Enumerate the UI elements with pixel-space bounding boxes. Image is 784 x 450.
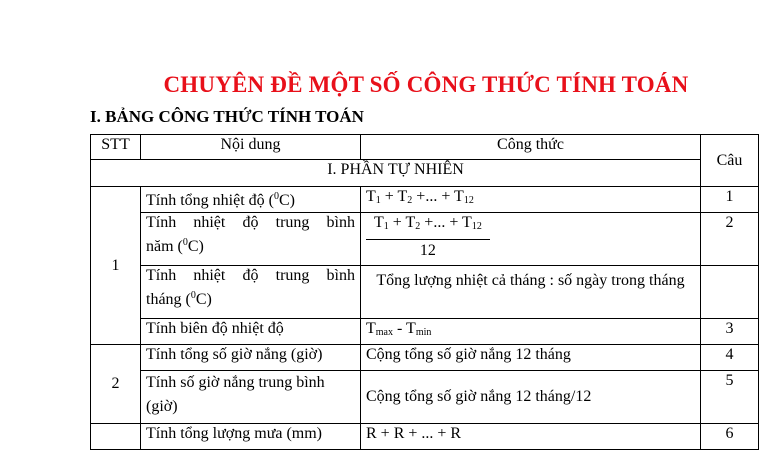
cau-cell (701, 266, 759, 319)
table-header-row (91, 135, 759, 160)
cau-cell: 4 (701, 345, 759, 371)
header-cong-thuc: Công thức (361, 135, 701, 160)
part-heading: I. PHẦN TỰ NHIÊN (91, 160, 701, 187)
formula-cell: Cộng tổng số giờ nắng 12 tháng/12 (361, 371, 701, 424)
cau-cell: 5 (701, 371, 759, 424)
table-row (91, 319, 759, 345)
formula-table (90, 134, 759, 450)
formula-cell: Cộng tổng số giờ nắng 12 tháng (361, 345, 701, 371)
cau-cell: 1 (701, 187, 759, 213)
content-cell: Tính số giờ nắng trung bình (giờ) (141, 371, 361, 424)
cau-cell: 2 (701, 213, 759, 266)
part-row (91, 160, 759, 187)
formula-cell: $T_1 + T_2$ +... + $T_{12}$ (361, 187, 701, 213)
content-cell: Tính tổng số giờ nắng (giờ) (141, 345, 361, 371)
stt-cell: 2 (91, 345, 141, 424)
stt-cell: 1 (91, 187, 141, 345)
content-cell: Tính nhiệt độ trung bình tháng ($^0$C) (141, 266, 361, 319)
document-title: CHUYÊN ĐỀ MỘT SỐ CÔNG THỨC TÍNH TOÁN (163, 72, 689, 97)
content-cell: Tính tổng lượng mưa (mm) (141, 424, 361, 450)
formula-cell: Tổng lượng nhiệt cả tháng : số ngày trong tháng (361, 266, 701, 319)
content-cell: Tính biên độ nhiệt độ (141, 319, 361, 345)
table-row (91, 213, 759, 266)
table-row (91, 345, 759, 371)
header-stt: STT (91, 135, 141, 160)
table-row (91, 371, 759, 424)
header-noi-dung: Nội dung (141, 135, 361, 160)
table-row (91, 424, 759, 450)
formula-cell: $T_{max} - T_{min}$ (361, 319, 701, 345)
content-cell: Tính tổng nhiệt độ ($^0$C) (141, 187, 361, 213)
formula-cell: R + R + ... + R (361, 424, 701, 450)
stt-cell (91, 424, 141, 450)
content-cell: Tính nhiệt độ trung bình năm ($^0$C) (141, 213, 361, 266)
cau-cell: 3 (701, 319, 759, 345)
table-row (91, 187, 759, 213)
formula-cell (361, 213, 701, 266)
cau-cell: 6 (701, 424, 759, 450)
header-cau: Câu (701, 135, 759, 187)
table-row (91, 266, 759, 319)
section-heading: I. BẢNG CÔNG THỨC TÍNH TOÁN (90, 107, 364, 126)
fraction: $\frac{T_1 + T_2 +... + T_{12}}{12}$ (366, 213, 490, 261)
